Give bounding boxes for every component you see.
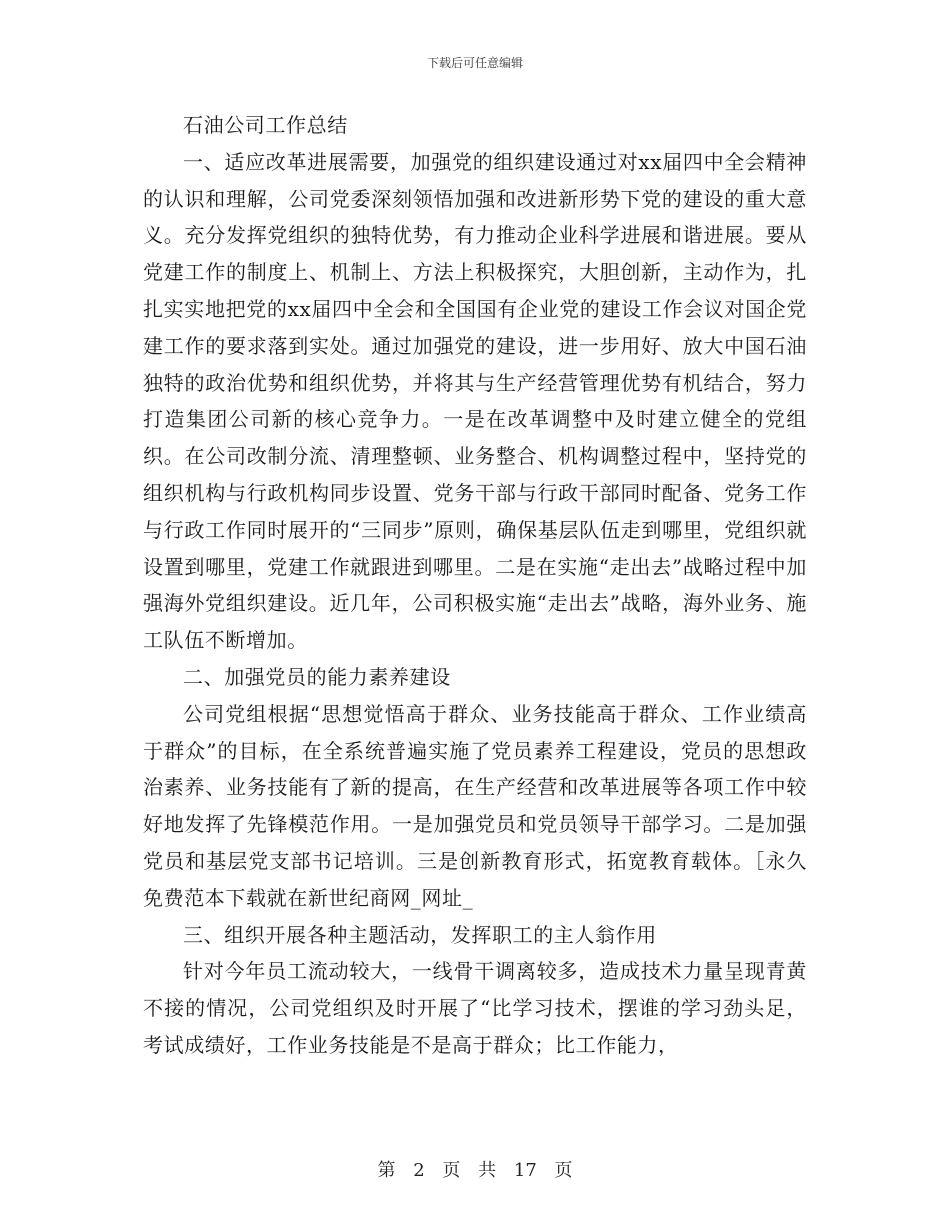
footer-page-label: 页 [442,1160,461,1181]
footer-total-label: 共 [478,1160,497,1181]
total-pages-number: 17 [513,1160,537,1181]
footer-prefix: 第 [377,1160,396,1181]
current-page-number: 2 [413,1160,425,1181]
section-heading-2: 二、加强党员的能力素养建设 [183,664,451,689]
paragraph-2: 公司党组根据“思想觉悟高于群众、业务技能高于群众、工作业绩高于群众”的目标，在全系统普遍实施了党员素养工程建设，党员的思想政治素养、业务技能有了新的提高，在生产经营和改革进展等各项工作中较好地发挥了先锋模范作用。一是加强党员和党员领导干部学习。二是加强党员和基层党支部书记培训。三是创新教育形式，拓宽教育载体。［永久免费范本下载就在新世纪商网_网址_ [143,701,807,910]
footer-suffix: 页 [554,1160,573,1181]
document-body [143,107,807,1064]
page-footer [0,1156,950,1182]
document-title: 石油公司工作总结 [183,113,348,137]
section-heading-3: 三、组织开展各种主题活动，发挥职工的主人翁作用 [183,922,657,947]
paragraph-3: 针对今年员工流动较大，一线骨干调离较多，造成技术力量呈现青黄不接的情况，公司党组织及时开展了“比学习技术，摆谁的学习劲头足，考试成绩好，工作业务技能是不是高于群众；比工作能力， [143,959,807,1057]
header-note: 下载后可任意编辑 [426,56,523,70]
paragraph-1: 一、适应改革进展需要，加强党的组织建设通过对xx届四中全会精神的认识和理解，公司党委深刻领悟加强和改进新形势下党的建设的重大意义。充分发挥党组织的独特优势，有力推动企业科学进展和谐进展。要从党建工作的制度上、机制上、方法上积极探究，大胆创新，主动作为，扎扎实实地把党的xx届四中全会和全国国有企业党的建设工作会议对国企党建工作的要求落到实处。通过加强党的建设，进一步用好、放大中国石油独特的政治优势和组织优势，并将其与生产经营管理优势有机结合，努力打造集团公司新的核心竞争力。一是在改革调整中及时建立健全的党组织。在公司改制分流、清理整顿、业务整合、机构调整过程中，坚持党的组织机构与行政机构同步设置、党务干部与行政干部同时配备、党务工作与行政工作同时展开的“三同步”原则，确保基层队伍走到哪里，党组织就设置到哪里，党建工作就跟进到哪里。二是在实施“走出去”战略过程中加强海外党组织建设。近几年，公司积极实施“走出去”战略，海外业务、施工队伍不断增加。 [143,149,807,653]
